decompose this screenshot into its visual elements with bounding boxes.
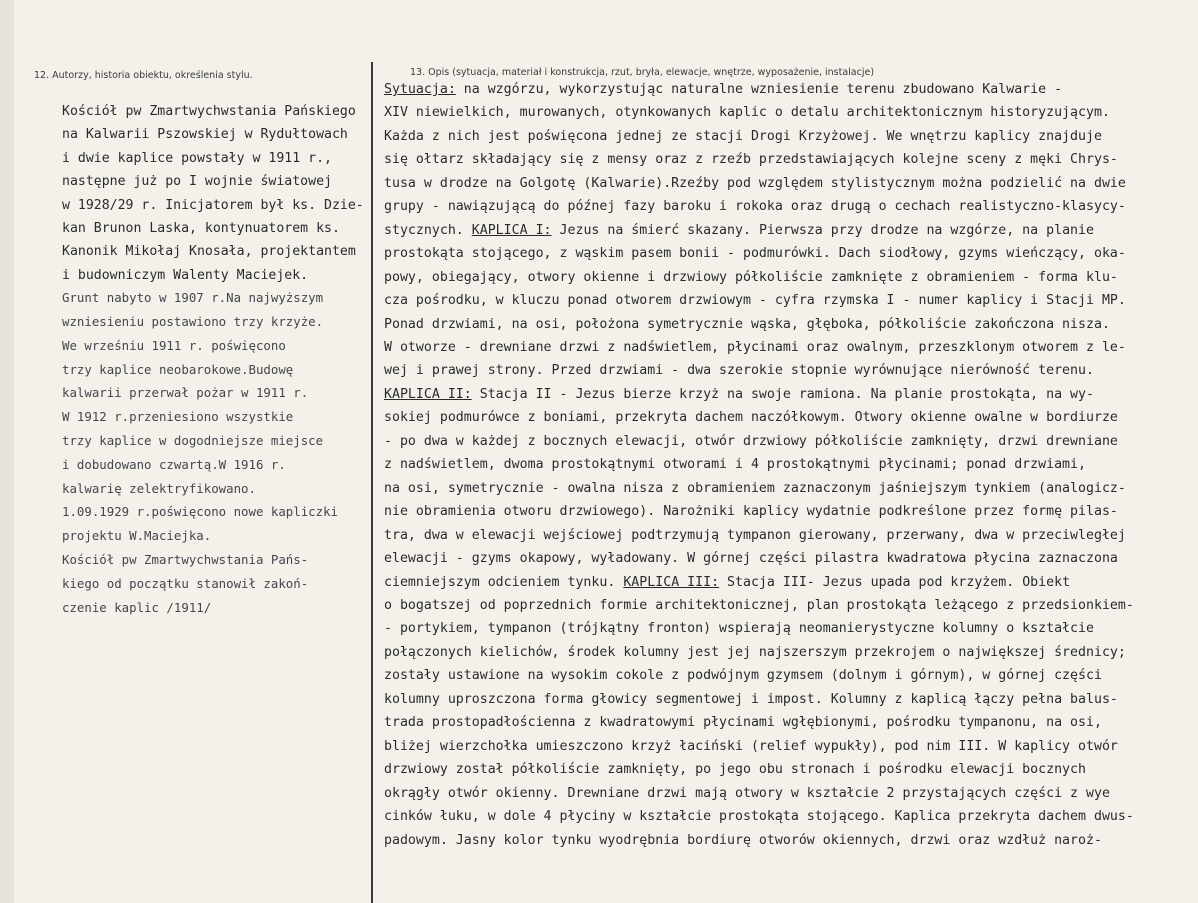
description-line	[384, 289, 1189, 312]
text-line: Kościół pw Zmartwychwstania Pańskiego	[62, 104, 356, 119]
description-text: stycznych.	[384, 222, 472, 238]
description-text: W otworze - drewniane drzwi z nadświetlem, płycinami oraz owalnym, przeszklonym otworem z le-	[384, 339, 1126, 355]
description-line	[384, 829, 1189, 852]
description-text: prostokąta stojącego, z wąskim pasem bonii - podmurówki. Dach siodłowy, gzyms wieńczący, oka-	[384, 246, 1126, 262]
description-text: się ołtarz składający się z mensy oraz z rzeźb przedstawiających kolejne sceny z męki Chrys-	[384, 152, 1118, 168]
text-line: Grunt nabyto w 1907 r.Na najwyższym	[62, 290, 324, 306]
description-line	[384, 219, 1189, 242]
description-text: trada prostopadłościenna z kwadratowymi płycinami wgłębionymi, pośrodku tympanonu, na osi,	[384, 715, 1102, 731]
description-line	[384, 758, 1189, 781]
description-text: na osi, symetrycznie - owalna nisza z obramieniem zaznaczonym jaśniejszym tynkiem (analogicz-	[384, 480, 1126, 496]
text-line: Kanonik Mikołaj Knosała, projektantem	[62, 244, 356, 260]
text-line: trzy kaplice w dogodniejsze miejsce	[62, 433, 324, 449]
description-text: elewacji - gzyms okapowy, wyładowany. W górnej części pilastra kwadratowa płycina zaznaczona	[384, 551, 1118, 567]
section-heading: KAPLICA I:	[471, 222, 552, 238]
description-text: Każda z nich jest poświęcona jednej ze stacji Drogi Krzyżowej. We wnętrzu kaplicy znajduje	[384, 128, 1102, 144]
text-line: i budowniczym Walenty Maciejek.	[62, 267, 309, 283]
description-text: grupy - nawiązującą do późnej fazy baroku i rokoka oraz drugą o cechach realistyczno-klasycy-	[384, 199, 1126, 215]
text-line: W 1912 r.przeniesiono wszystkie	[62, 409, 294, 425]
description-text: cza pośrodku, w kluczu ponad otworem drzwiowym - cyfra rzymska I - numer kaplicy i Stacji MP.	[384, 293, 1126, 309]
description-line	[384, 313, 1189, 336]
description-text: sokiej podmurówce z boniami, przekryta dachem naczółkowym. Otwory okienne owalne w bordiurze	[384, 410, 1118, 426]
description-line	[384, 664, 1189, 687]
description-line	[384, 266, 1189, 289]
description-text: zostały ustawione na wysokim cokole z podwójnym gzymsem (dolnym i górnym), w górnej części	[384, 668, 1102, 684]
description-line	[384, 524, 1189, 547]
description-line	[384, 547, 1189, 570]
column-divider	[371, 62, 373, 903]
description-text: bliżej wierzchołka umieszczono krzyż łaciński (relief wypukły), pod nim III. W kaplicy otwór	[384, 738, 1118, 754]
text-line: projektu W.Maciejka.	[62, 528, 212, 544]
text-line: kan Brunon Laska, kontynuatorem ks.	[62, 221, 340, 237]
description-column	[384, 78, 1189, 852]
description-line	[384, 242, 1189, 265]
description-text: na wzgórzu, wykorzystując naturalne wzniesienie terenu zbudowano Kalwarie -	[455, 82, 1063, 97]
section-heading: KAPLICA III:	[623, 574, 720, 590]
description-text: powy, obiegający, otwory okienne i drzwiowy półkoliście zamknięte z obramieniem - forma klu-	[384, 269, 1118, 285]
description-line	[384, 594, 1189, 617]
description-text: tra, dwa w elewacji wejściowej podtrzymują tympanon gierowany, przerwany, dwa w przeciwległej	[384, 527, 1126, 543]
description-text: z nadświetlem, dwoma prostokątnymi otworami i 4 prostokątnymi płycinami; ponad drzwiami,	[384, 457, 1086, 473]
description-line	[384, 782, 1189, 805]
description-line	[384, 805, 1189, 828]
description-text: - portykiem, tympanon (trójkątny fronton) wspierają neomanierystyczne kolumny o kształcie	[384, 621, 1094, 637]
description-text: połączonych kielichów, środek kolumny jest jej najszerszym przekrojem o największej średnicy;	[384, 644, 1126, 660]
description-text: o bogatszej od poprzednich formie architektonicznej, plan prostokąta leżącego z przedsionkiem-	[384, 597, 1134, 613]
description-text: Ponad drzwiami, na osi, położona symetrycznie wąska, głęboka, półkoliście zakończona nisza.	[384, 316, 1110, 332]
description-line	[384, 148, 1189, 171]
history-block-2	[62, 286, 362, 619]
description-text: nie obramienia otworu drzwiowego). Narożniki kaplicy wydatnie podkreślone przez formę pilas-	[384, 504, 1118, 520]
history-column	[62, 100, 362, 619]
description-line	[384, 383, 1189, 406]
description-line	[384, 195, 1189, 218]
description-line	[384, 641, 1189, 664]
description-text: ciemniejszym odcieniem tynku.	[384, 574, 624, 590]
description-line	[384, 735, 1189, 758]
section-12-header: 12. Autorzy, historia obiektu, określenia stylu.	[34, 70, 253, 81]
description-line	[384, 477, 1189, 500]
text-line: na Kalwarii Pszowskiej w Rydułtowach	[62, 127, 348, 143]
description-line	[384, 571, 1189, 594]
description-line	[384, 617, 1189, 640]
text-line: 1.09.1929 r.poświęcono nowe kapliczki	[62, 504, 339, 520]
history-block-1	[62, 100, 362, 287]
description-text: cinków łuku, w dole 4 płyciny w kształcie prostokąta stojącego. Kaplica przekryta dachem dwus-	[384, 809, 1134, 825]
description-line	[384, 78, 1189, 101]
description-text: okrągły otwór okienny. Drewniane drzwi mają otwory w kształcie 2 przystających części z wye	[384, 785, 1110, 801]
text-line: i dwie kaplice powstały w 1911 r.,	[62, 150, 332, 166]
text-line: czenie kaplic /1911/	[62, 599, 212, 615]
section-heading: KAPLICA II:	[384, 386, 472, 402]
text-line: kiego od początku stanowił zakoń-	[62, 575, 309, 591]
description-text: XIV niewielkich, murowanych, otynkowanych kaplic o detalu architektonicznym historyzującym.	[384, 105, 1110, 121]
description-line	[384, 336, 1189, 359]
description-text: padowym. Jasny kolor tynku wyodrębnia bordiurę otworów okiennych, drzwi oraz wzdłuż naroż-	[384, 832, 1102, 848]
description-line	[384, 688, 1189, 711]
description-text: wej i prawej strony. Przed drzwiami - dwa szerokie stopnie wyrównujące nierówność terenu.	[384, 363, 1094, 379]
text-line: We wrześniu 1911 r. poświęcono	[62, 337, 286, 353]
text-line: kalwarii przerwał pożar w 1911 r.	[62, 385, 309, 401]
text-line: i dobudowano czwartą.W 1916 r.	[62, 456, 286, 472]
section-heading: Sytuacja:	[384, 82, 456, 97]
description-line	[384, 101, 1189, 124]
description-text: - po dwa w każdej z bocznych elewacji, otwór drzwiowy półkoliście zamknięty, drzwi drewniane	[384, 433, 1118, 449]
description-line	[384, 125, 1189, 148]
description-text: Stacja III- Jezus upada pod krzyżem. Obiekt	[719, 574, 1071, 590]
description-line	[384, 359, 1189, 382]
page-left-edge	[0, 0, 14, 903]
text-line: wzniesieniu postawiono trzy krzyże.	[62, 314, 324, 330]
text-line: w 1928/29 r. Inicjatorem był ks. Dzie-	[62, 197, 364, 213]
description-line	[384, 711, 1189, 734]
text-line: kalwarię zelektryfikowano.	[62, 480, 256, 496]
description-line	[384, 406, 1189, 429]
description-text: kolumny uproszczona forma głowicy segmentowej i impost. Kolumny z kaplicą łączy pełna balus-	[384, 691, 1118, 707]
description-line	[384, 430, 1189, 453]
text-line: następne już po I wojnie światowej	[62, 174, 332, 190]
description-line	[384, 172, 1189, 195]
description-text: drzwiowy został półkoliście zamknięty, po jego obu stronach i pośrodku elewacji bocznych	[384, 762, 1086, 778]
description-text: Jezus na śmierć skazany. Pierwsza przy drodze na wzgórze, na planie	[551, 222, 1094, 238]
description-text: Stacja II - Jezus bierze krzyż na swoje ramiona. Na planie prostokąta, na wy-	[471, 386, 1094, 402]
description-line	[384, 453, 1189, 476]
text-line: Kościół pw Zmartwychwstania Pańs-	[62, 552, 309, 568]
text-line: trzy kaplice neobarokowe.Budowę	[62, 361, 294, 377]
description-text: tusa w drodze na Golgotę (Kalwarie).Rzeźby pod względem stylistycznym można podzielić na dwie	[384, 175, 1126, 191]
description-line	[384, 500, 1189, 523]
section-13-header: 13. Opis (sytuacja, materiał i konstrukcja, rzut, bryła, elewacje, wnętrze, wyposażenie, instalacje)	[410, 67, 875, 78]
